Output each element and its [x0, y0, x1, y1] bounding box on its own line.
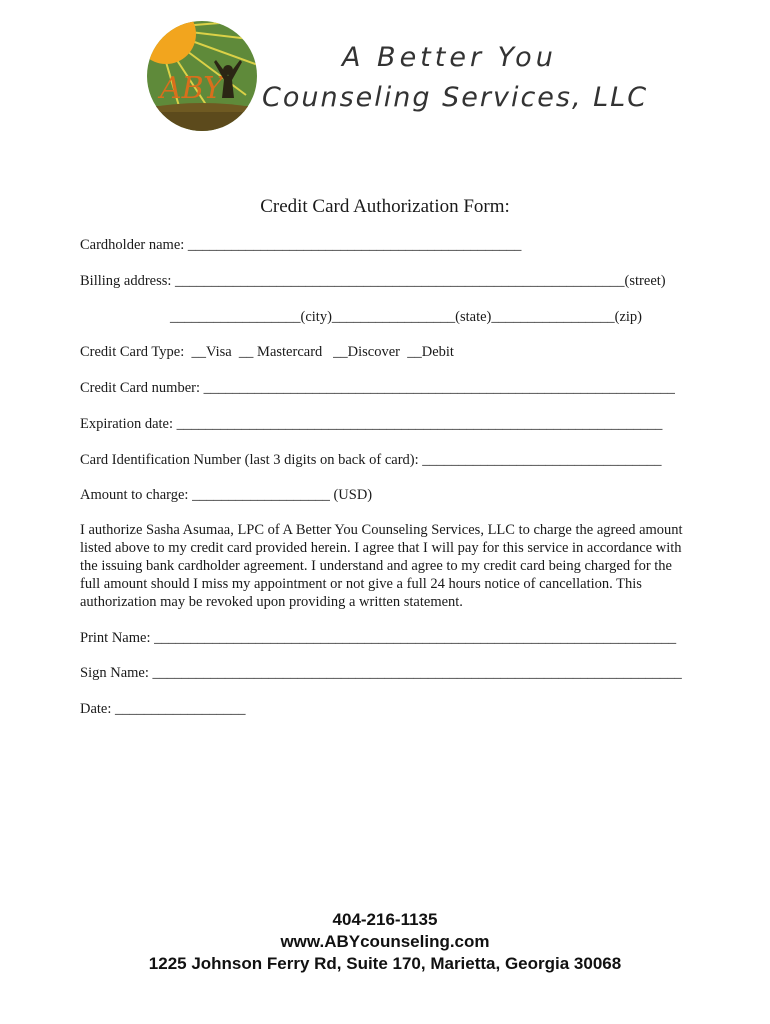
city-state-zip-field[interactable]: __________________(city)_________________(state)_________________(zip) — [170, 309, 643, 325]
company-logo — [146, 20, 258, 132]
brand-line-2: Counseling Services, LLC — [262, 82, 649, 113]
amount-field[interactable]: Amount to charge: ___________________ (USD) — [80, 487, 373, 503]
card-id-number-field[interactable]: Card Identification Number (last 3 digits on back of card): _________________________________ — [80, 452, 662, 468]
billing-address-field[interactable]: Billing address: ______________________________________________________________(street) — [80, 273, 666, 289]
footer-address: 1225 Johnson Ferry Rd, Suite 170, Marietta, Georgia 30068 — [148, 954, 622, 973]
footer-website[interactable]: www.ABYcounseling.com — [280, 932, 490, 951]
logo-letters: ABY — [160, 71, 223, 106]
cardholder-name-field[interactable]: Cardholder name: ______________________________________________ — [80, 237, 522, 253]
date-field[interactable]: Date: __________________ — [80, 701, 246, 717]
card-type-field[interactable]: Credit Card Type: __Visa __ Mastercard __Discover __Debit — [80, 344, 454, 360]
sign-name-field[interactable]: Sign Name: _________________________________________________________________________ — [80, 665, 682, 681]
card-number-field[interactable]: Credit Card number: _________________________________________________________________ — [80, 380, 675, 396]
brand-line-1: A Better You — [342, 42, 557, 73]
footer-phone: 404-216-1135 — [332, 910, 438, 929]
authorization-text: I authorize Sasha Asumaa, LPC of A Better You Counseling Services, LLC to charge the agreed amount listed above to my credit card provided herein. I agree that I will pay for this service in accordance with the issuing bank cardholder agreement. I understand and agree to my credit card being charged for the full amount should I miss my appointment or not give a full 24 hours notice of cancellation. This authorization may be revoked upon providing a written statement. — [80, 522, 683, 610]
expiration-date-field[interactable]: Expiration date: ___________________________________________________________________ — [80, 416, 663, 432]
form-title: Credit Card Authorization Form: — [260, 196, 510, 217]
print-name-field[interactable]: Print Name: ________________________________________________________________________ — [80, 630, 677, 646]
